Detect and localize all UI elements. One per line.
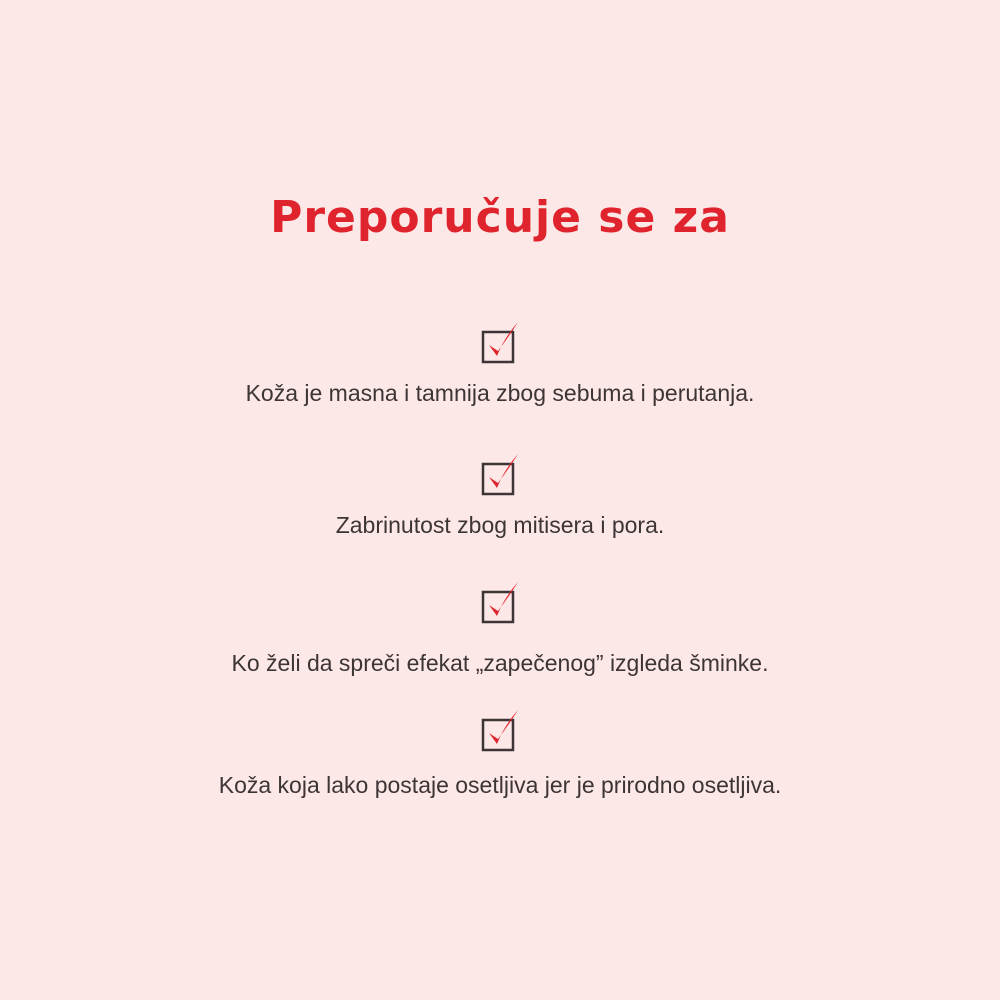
list-item-text: Zabrinutost zbog mitisera i pora.: [335, 512, 665, 538]
page-title: Preporučuje se za: [270, 192, 730, 243]
list-item: [0, 318, 1000, 408]
list-item: [0, 578, 1000, 678]
list-item-text: Koža je masna i tamnija zbog sebuma i perutanja.: [245, 380, 755, 406]
checkbox-checked-icon: [480, 450, 520, 498]
list-item: [0, 450, 1000, 540]
checkbox-checked-icon: [480, 318, 520, 366]
list-item-text: Koža koja lako postaje osetljiva jer je prirodno osetljiva.: [218, 772, 782, 798]
checkbox-checked-icon: [480, 578, 520, 626]
checkbox-checked-icon: [480, 706, 520, 754]
list-item: [0, 706, 1000, 800]
list-item-text: Ko želi da spreči efekat „zapečenog” izgleda šminke.: [231, 650, 769, 676]
